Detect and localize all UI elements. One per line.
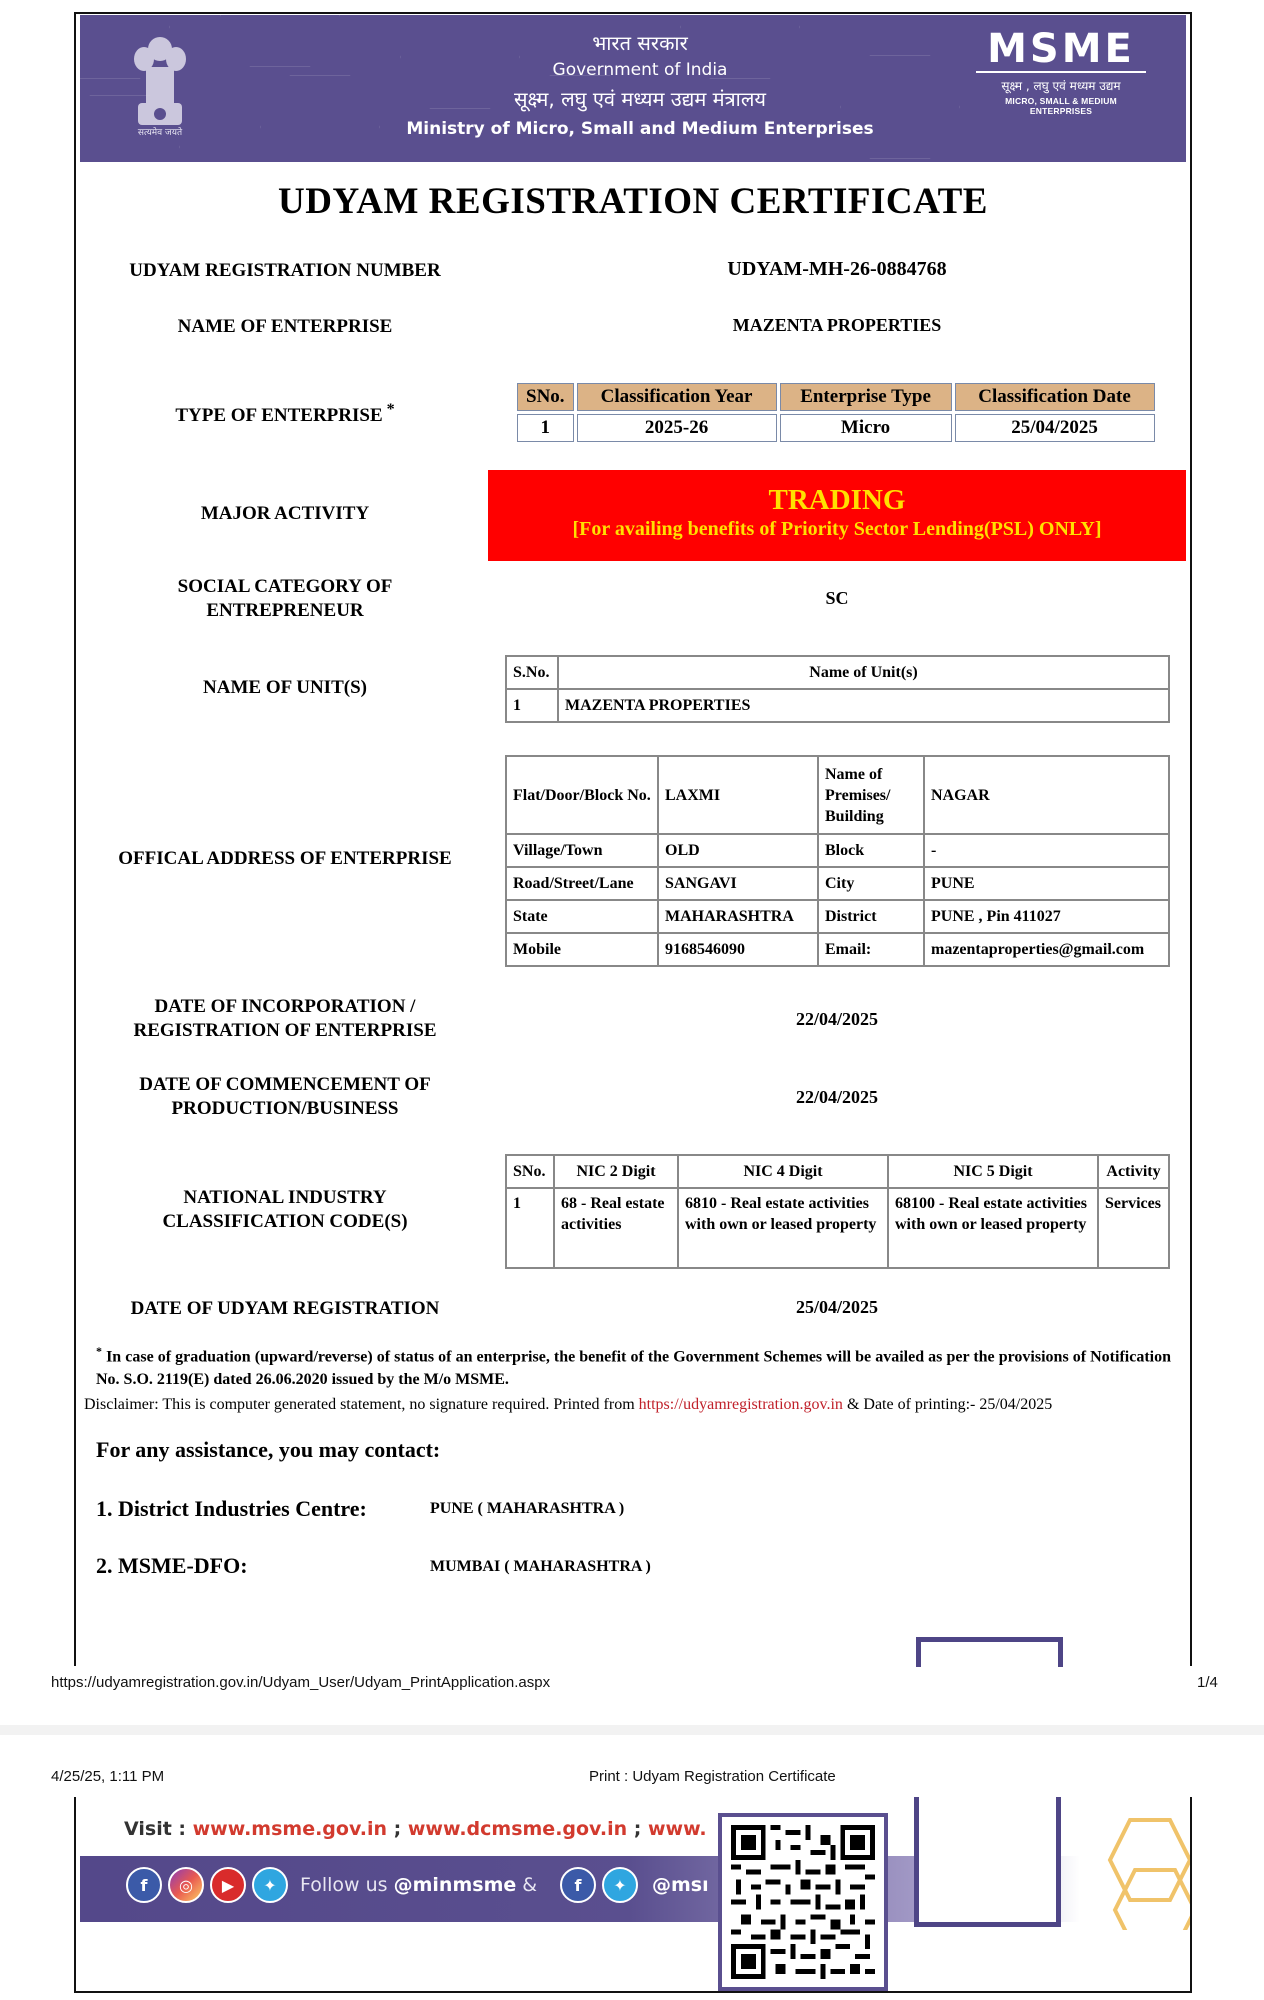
certificate-title: UDYAM REGISTRATION CERTIFICATE — [278, 181, 988, 222]
table-row — [506, 933, 1169, 966]
qr-code-icon — [730, 1825, 876, 1979]
address-field-value: SANGAVI — [658, 867, 818, 900]
registration-number-value: UDYAM-MH-26-0884768 — [727, 258, 947, 280]
column-header: Classification Year — [577, 383, 777, 411]
emblem-caption: सत्यमेव जयते — [137, 128, 183, 138]
hindi-government-title: भारत सरकार — [592, 31, 688, 55]
qr-frame-decoration — [914, 1797, 1061, 1927]
print-footer-page: 1/4 — [1197, 1674, 1218, 1691]
follow-prefix: Follow us — [300, 1874, 394, 1896]
disclaimer-prefix: Disclaimer: This is computer generated statement, no signature required. Printed from — [84, 1396, 639, 1413]
commencement-date-label — [90, 1073, 480, 1121]
address-table — [505, 755, 1170, 967]
column-header: NIC 5 Digit — [888, 1155, 1098, 1188]
table-row — [506, 834, 1169, 867]
hexagon-decoration-icon — [1100, 1810, 1190, 1930]
msme-dfo-label: 2. MSME-DFO: — [96, 1553, 248, 1578]
commencement-date-label-line2: PRODUCTION/BUSINESS — [171, 1098, 399, 1119]
table-cell: Services — [1098, 1188, 1169, 1268]
footnote-text: In case of graduation (upward/reverse) of status of an enterprise, the benefit of the Government Schemes will be availed as per the provisions of Notification No. S.O. 2119(E) dated 26.06.2020 issued by the M/o MSME. — [96, 1348, 1172, 1389]
incorporation-date-value: 22/04/2025 — [795, 1009, 878, 1029]
facebook-icon[interactable]: f — [126, 1867, 162, 1903]
assistance-title: For any assistance, you may contact: — [96, 1437, 441, 1462]
follow-handle: @minmsme — [393, 1874, 517, 1896]
separator: ; — [627, 1818, 648, 1840]
table-cell: 25/04/2025 — [955, 414, 1155, 442]
udyam-portal-link[interactable]: https://udyamregistration.gov.in — [638, 1396, 843, 1413]
visit-label: Visit : — [124, 1818, 193, 1840]
social-category-label-line1: SOCIAL CATEGORY OF — [177, 576, 393, 597]
table-cell: 1 — [517, 414, 574, 442]
qr-frame-decoration — [916, 1637, 1063, 1667]
address-field-label: Name of Premises/ Building — [818, 756, 924, 834]
incorporation-date-label-line2: REGISTRATION OF ENTERPRISE — [133, 1020, 437, 1041]
incorporation-date-label-line1: DATE OF INCORPORATION / — [154, 996, 416, 1017]
major-activity-label: MAJOR ACTIVITY — [200, 503, 370, 524]
address-field-value: LAXMI — [658, 756, 818, 834]
address-field-value: - — [924, 834, 1169, 867]
social-icons — [126, 1867, 288, 1903]
email-value: mazentaproperties@gmail.com — [924, 933, 1169, 966]
table-cell: 1 — [506, 1188, 554, 1268]
social-icons-secondary — [560, 1867, 638, 1903]
hindi-ministry-title: सूक्ष्म, लघु एवं मध्यम उद्यम मंत्रालय — [514, 87, 766, 111]
footnote — [96, 1340, 1171, 1391]
follow-amp: & — [516, 1874, 538, 1896]
table-cell: Micro — [780, 414, 952, 442]
address-field-label: Block — [818, 834, 924, 867]
nic-table — [505, 1154, 1170, 1269]
major-activity-value: TRADING — [768, 484, 906, 516]
address-field-label: Village/Town — [506, 834, 658, 867]
commencement-date-label-line1: DATE OF COMMENCEMENT OF — [139, 1074, 431, 1095]
address-field-label: State — [506, 900, 658, 933]
address-field-label: Email: — [818, 933, 924, 966]
table-row — [506, 1188, 1169, 1268]
ministry-title: Ministry of Micro, Small and Medium Enterprises — [406, 119, 874, 139]
column-header: Enterprise Type — [780, 383, 952, 411]
table-cell: 68100 - Real estate activities with own or leased property — [888, 1188, 1098, 1268]
column-header: Activity — [1098, 1155, 1169, 1188]
twitter-icon[interactable]: ✦ — [602, 1867, 638, 1903]
msme-dfo-value: MUMBAI ( MAHARASHTRA ) — [430, 1558, 651, 1575]
print-header-title: Print : Udyam Registration Certificate — [589, 1768, 836, 1785]
facebook-icon[interactable]: f — [560, 1867, 596, 1903]
column-header: SNo. — [506, 1155, 554, 1188]
social-category-value: SC — [825, 588, 849, 608]
dcmsme-link[interactable]: www.dcmsme.gov.in — [407, 1818, 628, 1840]
other-link[interactable]: www. — [647, 1818, 707, 1840]
msme-logo-english: MICRO, SMALL & MEDIUM ENTERPRISES — [1005, 96, 1117, 116]
msme-link[interactable]: www.msme.gov.in — [192, 1818, 388, 1840]
separator: ; — [387, 1818, 408, 1840]
follow-text — [300, 1874, 537, 1896]
footnote-marker: * — [96, 1344, 102, 1358]
disclaimer — [84, 1394, 1194, 1416]
udyam-registration-date-value: 25/04/2025 — [795, 1297, 878, 1317]
udyam-registration-date-label: DATE OF UDYAM REGISTRATION — [130, 1298, 440, 1319]
table-cell: 2025-26 — [577, 414, 777, 442]
address-field-value: NAGAR — [924, 756, 1169, 834]
disclaimer-suffix: & Date of printing:- 25/04/2025 — [842, 1396, 1053, 1413]
table-cell: 68 - Real estate activities — [554, 1188, 678, 1268]
print-header-datetime: 4/25/25, 1:11 PM — [51, 1768, 165, 1785]
commencement-date-value: 22/04/2025 — [795, 1087, 878, 1107]
msme-logo-hindi: सूक्ष्म , लघु एवं मध्यम उद्यम — [1001, 79, 1121, 93]
major-activity-note: [For availing benefits of Priority Sector Lending(PSL) ONLY] — [572, 518, 1102, 540]
incorporation-date-label — [90, 995, 480, 1043]
nic-label-line2: CLASSIFICATION CODE(S) — [162, 1211, 408, 1232]
enterprise-name-value: MAZENTA PROPERTIES — [732, 315, 942, 335]
government-title: Government of India — [552, 60, 728, 80]
print-footer-url: https://udyamregistration.gov.in/Udyam_User/Udyam_PrintApplication.aspx — [51, 1674, 551, 1691]
table-cell: 6810 - Real estate activities with own or leased property — [678, 1188, 888, 1268]
address-field-value: MAHARASHTRA — [658, 900, 818, 933]
dic-value: PUNE ( MAHARASHTRA ) — [430, 1500, 625, 1517]
header-banner — [80, 15, 1186, 162]
enterprise-type-label — [90, 401, 480, 428]
address-field-label: City — [818, 867, 924, 900]
column-header: NIC 2 Digit — [554, 1155, 678, 1188]
column-header: Name of Unit(s) — [558, 656, 1169, 689]
address-label: OFFICAL ADDRESS OF ENTERPRISE — [118, 848, 452, 869]
msme-logo-mark: MSME — [976, 29, 1146, 73]
address-field-value: PUNE , Pin 411027 — [924, 900, 1169, 933]
youtube-icon[interactable]: ▶ — [210, 1867, 246, 1903]
social-category-label — [90, 575, 480, 623]
column-header: S.No. — [506, 656, 558, 689]
address-field-label: Flat/Door/Block No. — [506, 756, 658, 834]
qr-code — [718, 1813, 888, 1991]
instagram-icon[interactable]: ◎ — [168, 1867, 204, 1903]
major-activity-box — [488, 470, 1186, 561]
social-category-label-line2: ENTREPRENEUR — [206, 600, 364, 621]
page-separator — [0, 1725, 1264, 1735]
table-row — [517, 414, 1155, 442]
units-table — [505, 655, 1170, 723]
address-field-value: OLD — [658, 834, 818, 867]
secondary-handle: @msı — [652, 1874, 709, 1896]
address-field-label: Road/Street/Lane — [506, 867, 658, 900]
address-field-label: Mobile — [506, 933, 658, 966]
address-field-label: District — [818, 900, 924, 933]
twitter-icon[interactable]: ✦ — [252, 1867, 288, 1903]
enterprise-name-label: NAME OF ENTERPRISE — [177, 316, 393, 337]
address-field-value: PUNE — [924, 867, 1169, 900]
enterprise-type-table — [514, 380, 1158, 445]
nic-label — [90, 1186, 480, 1234]
table-row — [506, 900, 1169, 933]
table-row — [506, 689, 1169, 722]
column-header: SNo. — [517, 383, 574, 411]
dic-label: 1. District Industries Centre: — [96, 1496, 367, 1521]
msme-logo — [976, 26, 1146, 116]
units-label: NAME OF UNIT(S) — [203, 677, 367, 698]
column-header: Classification Date — [955, 383, 1155, 411]
asterisk-marker: * — [386, 401, 395, 418]
table-row — [506, 756, 1169, 834]
registration-number-label: UDYAM REGISTRATION NUMBER — [129, 260, 441, 281]
table-cell: MAZENTA PROPERTIES — [558, 689, 1169, 722]
nic-label-line1: NATIONAL INDUSTRY — [183, 1187, 387, 1208]
table-cell: 1 — [506, 689, 558, 722]
enterprise-type-label-text: TYPE OF ENTERPRISE — [175, 405, 383, 426]
column-header: NIC 4 Digit — [678, 1155, 888, 1188]
visit-links — [124, 1818, 707, 1840]
table-row — [506, 867, 1169, 900]
mobile-value: 9168546090 — [658, 933, 818, 966]
